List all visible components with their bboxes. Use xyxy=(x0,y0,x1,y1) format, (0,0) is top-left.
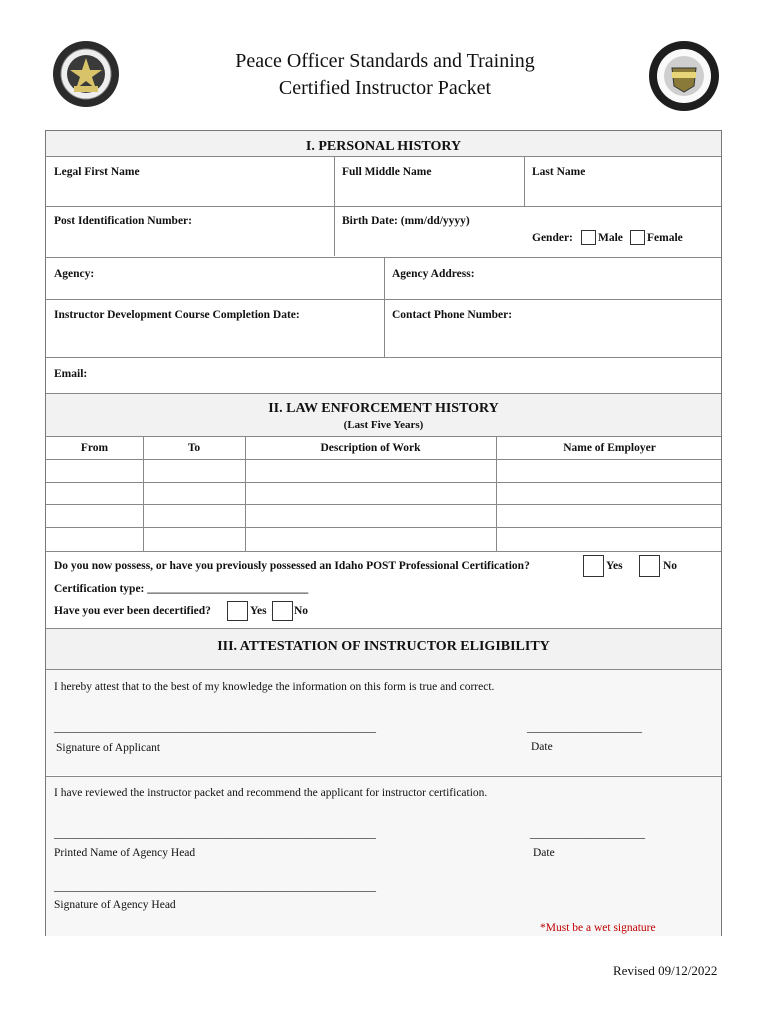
attestation-statement: I hereby attest that to the best of my knowledge the information on this form is true and correct. xyxy=(54,681,495,693)
decertified-yes-label: Yes xyxy=(250,605,267,617)
email-label: Email: xyxy=(54,368,88,380)
agency-label: Agency: xyxy=(54,268,95,280)
certification-yes-checkbox[interactable] xyxy=(583,555,604,577)
column-from: From xyxy=(80,442,109,454)
personal-history-heading: I. PERSONAL HISTORY xyxy=(305,139,462,154)
decertified-question: Have you ever been decertified? xyxy=(54,605,211,617)
instructor-form xyxy=(45,130,722,936)
last-name-label: Last Name xyxy=(532,166,586,178)
certification-yes-label: Yes xyxy=(606,560,623,572)
applicant-date-label: Date xyxy=(531,741,553,753)
signature-of-agency-head-label: Signature of Agency Head xyxy=(54,899,176,911)
certification-question: Do you now possess, or have you previously possessed an Idaho POST Professional Certification? xyxy=(54,560,530,572)
revised-date: Revised 09/12/2022 xyxy=(613,963,718,978)
decertified-yes-checkbox[interactable] xyxy=(227,601,248,621)
law-history-subheading: (Last Five Years) xyxy=(343,419,424,431)
printed-name-line[interactable]: ________________________________________________________ xyxy=(54,828,376,840)
post-id-label: Post Identification Number: xyxy=(54,215,192,227)
gender-label: Gender: xyxy=(532,232,573,244)
gender-male-label: Male xyxy=(598,232,623,244)
column-employer: Name of Employer xyxy=(563,442,656,454)
agency-address-label: Agency Address: xyxy=(392,268,475,280)
gender-male-checkbox[interactable] xyxy=(581,230,596,245)
certification-no-label: No xyxy=(663,560,678,572)
law-history-heading: II. LAW ENFORCEMENT HISTORY xyxy=(268,401,499,416)
page-title-line1: Peace Officer Standards and Training xyxy=(235,50,535,72)
birth-date-label: Birth Date: (mm/dd/yyyy) xyxy=(342,215,470,227)
gender-female-checkbox[interactable] xyxy=(630,230,645,245)
page-title-line2: Certified Instructor Packet xyxy=(278,77,492,99)
middle-name-label: Full Middle Name xyxy=(342,166,432,178)
applicant-date-line[interactable]: ____________________ xyxy=(527,722,642,734)
agency-head-signature-line[interactable]: ________________________________________________________ xyxy=(54,881,376,893)
decertified-no-label: No xyxy=(294,605,309,617)
review-statement: I have reviewed the instructor packet and recommend the applicant for instructor certification. xyxy=(54,787,488,799)
wet-signature-note: *Must be a wet signature xyxy=(540,922,656,934)
agency-head-date-line[interactable]: ____________________ xyxy=(530,828,645,840)
decertified-no-checkbox[interactable] xyxy=(272,601,293,621)
certification-type-field[interactable]: Certification type: ____________________________ xyxy=(54,583,309,595)
certification-no-checkbox[interactable] xyxy=(639,555,660,577)
contact-phone-label: Contact Phone Number: xyxy=(392,309,513,321)
attestation-heading: III. ATTESTATION OF INSTRUCTOR ELIGIBILITY xyxy=(217,639,550,654)
gender-female-label: Female xyxy=(647,232,683,244)
column-to: To xyxy=(187,442,201,454)
first-name-label: Legal First Name xyxy=(54,166,140,178)
course-date-label: Instructor Development Course Completion Date: xyxy=(54,309,300,321)
signature-of-applicant-label: Signature of Applicant xyxy=(56,742,161,754)
agency-head-date-label: Date xyxy=(533,847,555,859)
applicant-signature-line[interactable]: ________________________________________________________ xyxy=(54,722,376,734)
printed-name-label: Printed Name of Agency Head xyxy=(54,847,196,859)
column-description: Description of Work xyxy=(320,442,421,454)
